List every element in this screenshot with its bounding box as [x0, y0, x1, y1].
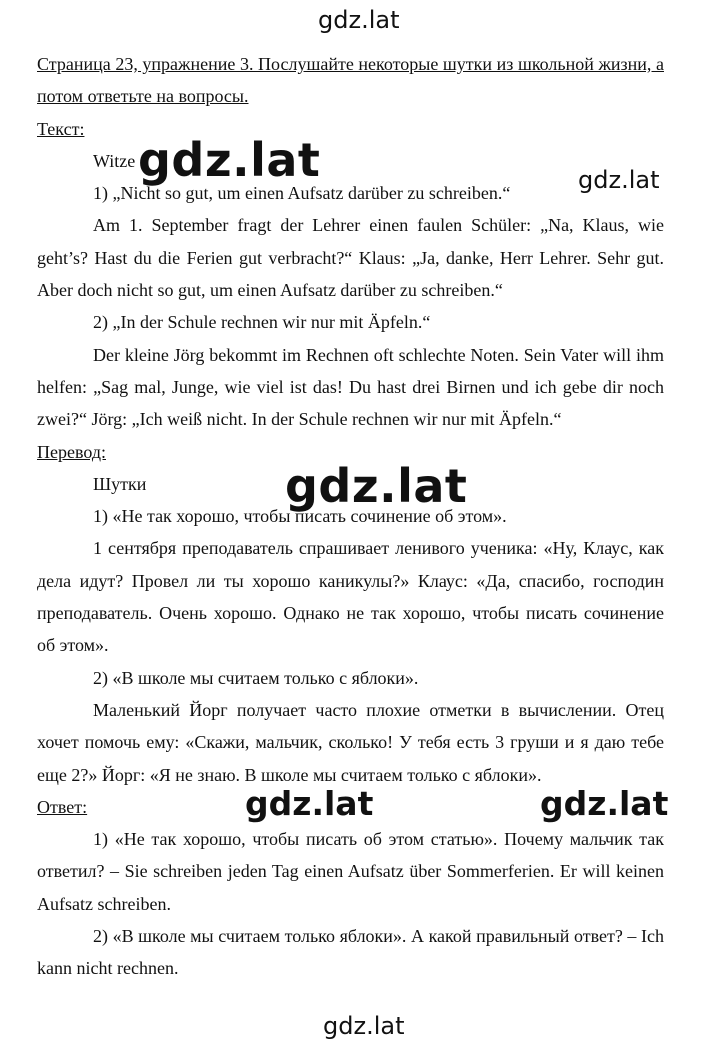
answer-2: 2) «В школе мы считаем только яблоки». А какой правильный ответ? – Ich kann nicht rechnen.	[37, 926, 664, 979]
joke1-title-de: 1) „Nicht so gut, um einen Aufsatz darüber zu schreiben.“	[93, 183, 511, 204]
watermark-right-small: gdz.lat	[578, 166, 660, 194]
text-title: Witze	[93, 150, 136, 171]
watermark-mid-left: gdz.lat	[245, 784, 374, 823]
exercise-title: Страница 23, упражнение 3. Послушайте некоторые шутки из школьной жизни, а потом ответьте на вопросы.	[37, 54, 664, 107]
watermark-center: gdz.lat	[285, 459, 468, 513]
joke1-title-ru: 1) «Не так хорошо, чтобы писать сочинение об этом».	[93, 506, 507, 527]
watermark-top: gdz.lat	[318, 6, 400, 34]
translation-title: Шутки	[93, 473, 147, 494]
watermark-mid-right: gdz.lat	[540, 784, 669, 823]
answer-heading: Ответ:	[37, 796, 88, 817]
joke1-body-ru: 1 сентября преподаватель спрашивает ленивого ученика: «Ну, Клаус, как дела идут? Провел ли ты хорошо каникулы?» Клаус: «Да, спасибо, господин преподаватель. Очень хорошо. Однако не так хорошо, чтобы писать сочинение об этом».	[37, 538, 664, 656]
text-heading: Текст:	[37, 118, 85, 139]
joke2-title-de: 2) „In der Schule rechnen wir nur mit Äpfeln.“	[93, 312, 431, 333]
joke2-body-ru: Маленький Йорг получает часто плохие отметки в вычислении. Отец хочет помочь ему: «Скажи, мальчик, сколько! У тебя есть 3 груши и я даю тебе еще 2?» Йорг: «Я не знаю. В школе мы считаем только с яблоки».	[37, 699, 664, 785]
joke1-body-de: Am 1. September fragt der Lehrer einen faulen Schüler: „Na, Klaus, wie geht’s? Hast du die Ferien gut verbracht?“ Klaus: „Ja, danke, Herr Lehrer. Sehr gut. Aber doch nicht so gut, um einen Aufsatz darüber zu schreiben.“	[37, 215, 664, 301]
document-body	[37, 48, 664, 985]
translation-heading: Перевод:	[37, 441, 106, 462]
watermark-big: gdz.lat	[138, 133, 321, 187]
joke2-body-de: Der kleine Jörg bekommt im Rechnen oft schlechte Noten. Sein Vater will ihm helfen: „Sag mal, Junge, wie viel ist das! Du hast drei Birnen und ich gebe dir noch zwei?“ Jörg: „Ich weiß nicht. In der Schule rechnen wir nur mit Äpfeln.“	[37, 344, 664, 430]
answer-1: 1) «Не так хорошо, чтобы писать об этом статью». Почему мальчик так ответил? – Sie schreiben jeden Tag einen Aufsatz über Sommerferien. Er will keinen Aufsatz schreiben.	[37, 829, 664, 914]
watermark-bottom: gdz.lat	[323, 1012, 405, 1040]
joke2-title-ru: 2) «В школе мы считаем только с яблоки».	[93, 667, 419, 688]
